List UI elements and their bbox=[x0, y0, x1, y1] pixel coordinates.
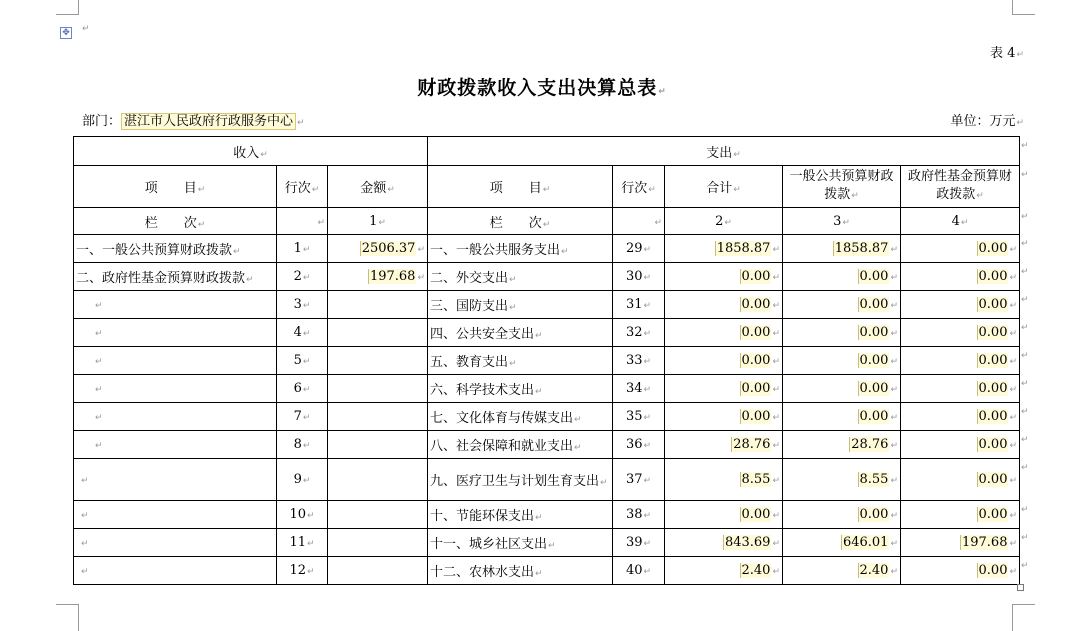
income-item-cell-text: 二、政府性基金预算财政拨款 bbox=[76, 271, 246, 286]
gov-fund-cell-text: 0.00 bbox=[978, 297, 1008, 312]
gov-fund-cell-text: 0.00 bbox=[978, 437, 1008, 452]
expense-item-cell-text: 三、国防支出 bbox=[430, 299, 509, 314]
income-line-cell-text: 7 bbox=[293, 409, 302, 424]
expense-line-cell[interactable]: 31↵ bbox=[613, 291, 665, 319]
expense-line-cell-text: 29 bbox=[625, 241, 643, 256]
income-item-cell[interactable]: ↵ bbox=[74, 529, 277, 557]
income-amount-cell[interactable] bbox=[328, 459, 428, 501]
income-line-cell-text: 2 bbox=[293, 269, 302, 284]
income-item-header: 项 目↵ bbox=[74, 166, 277, 208]
income-line-cell[interactable]: 3↵ bbox=[277, 291, 328, 319]
income-amount-cell[interactable] bbox=[328, 291, 428, 319]
gov-fund-cell[interactable]: 0.00 ↵ bbox=[901, 291, 1020, 319]
expense-item-cell[interactable]: 十、节能环保支出↵ bbox=[428, 501, 613, 529]
gov-fund-cell-text: 0.00 bbox=[978, 409, 1008, 424]
expense-item-cell[interactable]: 十二、农林水支出↵ bbox=[428, 557, 613, 585]
expense-line-cell-text: 35 bbox=[625, 409, 643, 424]
income-amount-cell[interactable] bbox=[328, 501, 428, 529]
income-line-cell[interactable]: 12↵ bbox=[277, 557, 328, 585]
total-cell-text: 0.00 bbox=[741, 381, 771, 396]
income-line-cell[interactable]: 9↵ bbox=[277, 459, 328, 501]
gov-fund-cell[interactable]: 0.00 ↵ bbox=[901, 431, 1020, 459]
gov-fund-cell[interactable]: 0.00 ↵ bbox=[901, 263, 1020, 291]
expense-line-cell-text: 30 bbox=[625, 269, 643, 284]
expense-line-cell[interactable]: 33↵ bbox=[613, 347, 665, 375]
expense-line-index: ↵ bbox=[613, 208, 665, 235]
page-corner-top-left bbox=[56, 0, 79, 15]
gov-fund-cell-text: 0.00 bbox=[978, 241, 1008, 256]
income-line-cell[interactable]: 8↵ bbox=[277, 431, 328, 459]
row-end-mark-icon: ↵ bbox=[1021, 462, 1029, 473]
income-amount-header: 金额↵ bbox=[328, 166, 428, 208]
expense-item-cell-text: 六、科学技术支出 bbox=[430, 383, 535, 398]
income-line-cell-text: 3 bbox=[293, 297, 302, 312]
total-cell-text: 0.00 bbox=[741, 325, 771, 340]
row-end-mark-icon: ↵ bbox=[1021, 294, 1029, 305]
expense-line-cell[interactable]: 37↵ bbox=[613, 459, 665, 501]
row-end-mark-icon: ↵ bbox=[1021, 211, 1029, 222]
general-budget-cell-text: 28.76 bbox=[851, 437, 889, 452]
col-index-2: 2↵ bbox=[665, 208, 783, 235]
expense-item-cell-text: 十二、农林水支出 bbox=[430, 565, 535, 580]
income-amount-cell[interactable] bbox=[328, 347, 428, 375]
total-cell[interactable]: 28.76 ↵ bbox=[665, 431, 783, 459]
income-line-cell-text: 12 bbox=[289, 563, 306, 578]
general-budget-cell[interactable]: 0.00 ↵ bbox=[783, 347, 901, 375]
income-item-cell[interactable]: ↵ bbox=[74, 459, 277, 501]
gov-fund-cell-text: 0.00 bbox=[978, 507, 1008, 522]
expense-item-cell-text: 二、外交支出 bbox=[430, 271, 509, 286]
expense-line-cell-text: 32 bbox=[625, 325, 643, 340]
general-budget-cell[interactable]: 0.00 ↵ bbox=[783, 291, 901, 319]
total-cell[interactable]: 0.00 ↵ bbox=[665, 501, 783, 529]
expense-line-cell[interactable]: 40↵ bbox=[613, 557, 665, 585]
income-amount-cell[interactable] bbox=[328, 557, 428, 585]
general-budget-cell-text: 0.00 bbox=[859, 325, 889, 340]
gov-fund-cell-text: 0.00 bbox=[978, 563, 1008, 578]
expense-line-cell-text: 34 bbox=[625, 381, 643, 396]
general-budget-cell-text: 0.00 bbox=[859, 507, 889, 522]
header-row-2 bbox=[74, 166, 1020, 208]
expense-line-cell[interactable]: 36↵ bbox=[613, 431, 665, 459]
income-line-cell-text: 6 bbox=[293, 381, 302, 396]
income-line-cell[interactable]: 10↵ bbox=[277, 501, 328, 529]
expense-line-cell[interactable]: 35↵ bbox=[613, 403, 665, 431]
table-move-handle-icon[interactable]: ✥ bbox=[60, 27, 72, 39]
expense-item-cell[interactable]: 三、国防支出↵ bbox=[428, 291, 613, 319]
general-budget-cell-text: 0.00 bbox=[859, 353, 889, 368]
income-amount-cell[interactable]: 2506.37 ↵ bbox=[328, 235, 428, 263]
gov-fund-cell-text: 0.00 bbox=[978, 381, 1008, 396]
gov-fund-cell[interactable]: 0.00 ↵ bbox=[901, 557, 1020, 585]
expense-item-cell-text: 八、社会保障和就业支出 bbox=[430, 439, 574, 454]
expense-item-cell-text: 九、医疗卫生与计划生育支出 bbox=[430, 474, 600, 489]
table-row bbox=[74, 263, 1020, 291]
income-line-cell[interactable]: 5↵ bbox=[277, 347, 328, 375]
total-cell[interactable]: 0.00 ↵ bbox=[665, 291, 783, 319]
row-end-mark-icon: ↵ bbox=[1021, 169, 1029, 180]
income-amount-cell[interactable]: 197.68 ↵ bbox=[328, 263, 428, 291]
general-budget-cell-text: 0.00 bbox=[859, 269, 889, 284]
income-item-cell[interactable]: ↵ bbox=[74, 291, 277, 319]
general-budget-cell[interactable]: 0.00 ↵ bbox=[783, 501, 901, 529]
gov-fund-cell[interactable]: 0.00 ↵ bbox=[901, 403, 1020, 431]
gov-fund-cell-text: 197.68 bbox=[961, 535, 1008, 550]
general-budget-cell-text: 0.00 bbox=[859, 297, 889, 312]
general-budget-cell-text: 0.00 bbox=[859, 381, 889, 396]
gov-fund-cell[interactable]: 0.00 ↵ bbox=[901, 459, 1020, 501]
general-budget-cell-text: 646.01 bbox=[842, 535, 889, 550]
income-item-cell[interactable]: 一、一般公共预算财政拨款↵ bbox=[74, 235, 277, 263]
income-amount-cell[interactable] bbox=[328, 403, 428, 431]
income-item-cell[interactable]: ↵ bbox=[74, 403, 277, 431]
total-cell-text: 8.55 bbox=[741, 472, 771, 487]
table-row bbox=[74, 347, 1020, 375]
row-end-mark-icon: ↵ bbox=[1021, 560, 1029, 571]
expense-line-cell-text: 31 bbox=[625, 297, 643, 312]
table-number: 表 4↵ bbox=[990, 46, 1024, 61]
income-line-cell[interactable]: 2↵ bbox=[277, 263, 328, 291]
income-column-label: 栏 次↵ bbox=[74, 208, 277, 235]
income-amount-cell-text: 197.68 bbox=[369, 269, 416, 284]
gov-fund-cell[interactable]: 0.00 ↵ bbox=[901, 235, 1020, 263]
expense-item-cell[interactable]: 四、公共安全支出↵ bbox=[428, 319, 613, 347]
income-line-cell-text: 4 bbox=[293, 325, 302, 340]
department-label: 部门： bbox=[82, 114, 122, 129]
department-line: 部门： 湛江市人民政府行政服务中心 ↵ bbox=[82, 114, 305, 129]
table-row bbox=[74, 291, 1020, 319]
page-title: 财政拨款收入支出决算总表↵ bbox=[417, 77, 667, 99]
income-line-cell-text: 10 bbox=[289, 507, 306, 522]
income-line-header: 行次↵ bbox=[277, 166, 328, 208]
income-item-cell[interactable]: ↵ bbox=[74, 347, 277, 375]
department-field[interactable]: 湛江市人民政府行政服务中心 bbox=[121, 113, 296, 130]
total-cell[interactable]: 843.69 ↵ bbox=[665, 529, 783, 557]
row-end-mark-icon: ↵ bbox=[1021, 434, 1029, 445]
expense-item-cell-text: 一、一般公共服务支出 bbox=[430, 243, 561, 258]
row-end-mark-icon: ↵ bbox=[1021, 140, 1029, 151]
row-end-mark-icon: ↵ bbox=[1021, 406, 1029, 417]
expense-line-cell-text: 39 bbox=[625, 535, 643, 550]
income-header: 收入↵ bbox=[74, 137, 428, 166]
total-header: 合计↵ bbox=[665, 166, 783, 208]
general-budget-cell-text: 1858.87 bbox=[834, 241, 889, 256]
general-budget-header: 一般公共预算财政拨款↵ bbox=[783, 166, 901, 208]
expense-line-cell[interactable]: 34↵ bbox=[613, 375, 665, 403]
income-item-cell[interactable]: ↵ bbox=[74, 319, 277, 347]
expense-item-cell-text: 十、节能环保支出 bbox=[430, 509, 535, 524]
gov-fund-cell-text: 0.00 bbox=[978, 353, 1008, 368]
table-row bbox=[74, 501, 1020, 529]
col-index-3: 3↵ bbox=[783, 208, 901, 235]
expense-line-cell-text: 33 bbox=[625, 353, 643, 368]
income-line-cell-text: 5 bbox=[293, 353, 302, 368]
expense-item-cell[interactable]: 二、外交支出↵ bbox=[428, 263, 613, 291]
income-amount-cell[interactable] bbox=[328, 375, 428, 403]
general-budget-cell-text: 8.55 bbox=[859, 472, 889, 487]
unit-label: 单位：万元↵ bbox=[950, 114, 1024, 129]
total-cell-text: 0.00 bbox=[741, 269, 771, 284]
table-row bbox=[74, 459, 1020, 501]
column-index-row bbox=[74, 208, 1020, 235]
income-item-cell[interactable]: ↵ bbox=[74, 501, 277, 529]
table-resize-handle-icon[interactable] bbox=[1017, 584, 1024, 591]
general-budget-cell[interactable]: 0.00 ↵ bbox=[783, 375, 901, 403]
expense-item-cell[interactable]: 九、医疗卫生与计划生育支出↵ bbox=[428, 459, 613, 501]
expense-item-cell-text: 十一、城乡社区支出 bbox=[430, 537, 548, 552]
income-amount-cell[interactable] bbox=[328, 529, 428, 557]
gov-fund-cell-text: 0.00 bbox=[978, 325, 1008, 340]
col-index-1: 1↵ bbox=[328, 208, 428, 235]
general-budget-cell[interactable]: 2.40 ↵ bbox=[783, 557, 901, 585]
income-line-cell[interactable]: 11↵ bbox=[277, 529, 328, 557]
income-line-cell[interactable]: 7↵ bbox=[277, 403, 328, 431]
page-corner-bottom-right bbox=[1012, 604, 1035, 631]
row-end-mark-icon: ↵ bbox=[1021, 266, 1029, 277]
expense-item-cell[interactable]: 六、科学技术支出↵ bbox=[428, 375, 613, 403]
table-row bbox=[74, 403, 1020, 431]
total-cell-text: 1858.87 bbox=[716, 241, 771, 256]
expense-item-cell[interactable]: 十一、城乡社区支出↵ bbox=[428, 529, 613, 557]
gov-fund-cell-text: 0.00 bbox=[978, 269, 1008, 284]
total-cell-text: 0.00 bbox=[741, 353, 771, 368]
general-budget-cell[interactable]: 1858.87 ↵ bbox=[783, 235, 901, 263]
expense-line-cell[interactable]: 38↵ bbox=[613, 501, 665, 529]
total-cell[interactable]: 0.00 ↵ bbox=[665, 263, 783, 291]
table-row bbox=[74, 375, 1020, 403]
general-budget-cell-text: 2.40 bbox=[859, 563, 889, 578]
general-budget-cell[interactable]: 646.01 ↵ bbox=[783, 529, 901, 557]
total-cell[interactable]: 2.40 ↵ bbox=[665, 557, 783, 585]
row-end-mark-icon: ↵ bbox=[1021, 532, 1029, 543]
gov-fund-cell[interactable]: 0.00 ↵ bbox=[901, 501, 1020, 529]
income-item-cell[interactable]: ↵ bbox=[74, 375, 277, 403]
expense-line-cell[interactable]: 30↵ bbox=[613, 263, 665, 291]
income-line-cell[interactable]: 4↵ bbox=[277, 319, 328, 347]
total-cell-text: 2.40 bbox=[741, 563, 771, 578]
income-line-cell-text: 8 bbox=[293, 437, 302, 452]
income-line-cell-text: 11 bbox=[289, 535, 306, 550]
total-cell[interactable]: 0.00 ↵ bbox=[665, 347, 783, 375]
row-end-mark-icon: ↵ bbox=[1021, 504, 1029, 515]
income-item-cell[interactable]: ↵ bbox=[74, 431, 277, 459]
income-item-cell-text: 一、一般公共预算财政拨款 bbox=[76, 243, 233, 258]
expense-item-cell[interactable]: 八、社会保障和就业支出↵ bbox=[428, 431, 613, 459]
header-row-1 bbox=[74, 137, 1020, 166]
expense-line-cell-text: 38 bbox=[625, 507, 643, 522]
row-end-mark-icon: ↵ bbox=[1021, 350, 1029, 361]
income-item-cell[interactable]: ↵ bbox=[74, 557, 277, 585]
page-corner-bottom-left bbox=[56, 604, 79, 631]
income-line-cell[interactable]: 1↵ bbox=[277, 235, 328, 263]
gov-fund-cell[interactable]: 197.68 ↵ bbox=[901, 529, 1020, 557]
table-row bbox=[74, 431, 1020, 459]
expense-line-header: 行次↵ bbox=[613, 166, 665, 208]
gov-fund-cell[interactable]: 0.00 ↵ bbox=[901, 319, 1020, 347]
expense-line-cell[interactable]: 39↵ bbox=[613, 529, 665, 557]
page-corner-top-right bbox=[1012, 0, 1035, 15]
budget-table bbox=[73, 136, 1020, 585]
total-cell-text: 0.00 bbox=[741, 297, 771, 312]
general-budget-cell[interactable]: 0.00 ↵ bbox=[783, 263, 901, 291]
expense-item-cell-text: 四、公共安全支出 bbox=[430, 327, 535, 342]
total-cell[interactable]: 8.55 ↵ bbox=[665, 459, 783, 501]
expense-line-cell[interactable]: 32↵ bbox=[613, 319, 665, 347]
table-row bbox=[74, 529, 1020, 557]
total-cell-text: 0.00 bbox=[741, 507, 771, 522]
table-row bbox=[74, 319, 1020, 347]
income-item-cell[interactable]: 二、政府性基金预算财政拨款↵ bbox=[74, 263, 277, 291]
total-cell-text: 0.00 bbox=[741, 409, 771, 424]
table-row bbox=[74, 557, 1020, 585]
expense-item-header: 项 目↵ bbox=[428, 166, 613, 208]
income-line-index: ↵ bbox=[277, 208, 328, 235]
total-cell[interactable]: 0.00 ↵ bbox=[665, 319, 783, 347]
expense-line-cell-text: 36 bbox=[625, 437, 643, 452]
expense-item-cell-text: 五、教育支出 bbox=[430, 355, 509, 370]
expense-item-cell[interactable]: 七、文化体育与传媒支出↵ bbox=[428, 403, 613, 431]
total-cell-text: 843.69 bbox=[724, 535, 771, 550]
row-end-mark-icon: ↵ bbox=[1021, 238, 1029, 249]
total-cell[interactable]: 0.00 ↵ bbox=[665, 375, 783, 403]
table-row bbox=[74, 235, 1020, 263]
expense-item-cell[interactable]: 一、一般公共服务支出↵ bbox=[428, 235, 613, 263]
col-index-4: 4↵ bbox=[901, 208, 1020, 235]
row-end-mark-icon: ↵ bbox=[1021, 378, 1029, 389]
gov-fund-cell-text: 0.00 bbox=[978, 472, 1008, 487]
row-end-mark-icon: ↵ bbox=[1021, 322, 1029, 333]
total-cell[interactable]: 0.00 ↵ bbox=[665, 403, 783, 431]
expense-line-cell-text: 37 bbox=[625, 472, 643, 487]
gov-fund-cell[interactable]: 0.00 ↵ bbox=[901, 347, 1020, 375]
general-budget-cell[interactable]: 28.76 ↵ bbox=[783, 431, 901, 459]
total-cell-text: 28.76 bbox=[733, 437, 771, 452]
expense-item-cell[interactable]: 五、教育支出↵ bbox=[428, 347, 613, 375]
income-amount-cell[interactable] bbox=[328, 319, 428, 347]
general-budget-cell[interactable]: 8.55 ↵ bbox=[783, 459, 901, 501]
expense-line-cell-text: 40 bbox=[625, 563, 643, 578]
expense-column-label: 栏 次↵ bbox=[428, 208, 613, 235]
paragraph-mark-icon: ↵ bbox=[82, 24, 90, 34]
general-budget-cell[interactable]: 0.00 ↵ bbox=[783, 403, 901, 431]
expense-item-cell-text: 七、文化体育与传媒支出 bbox=[430, 411, 574, 426]
gov-fund-cell[interactable]: 0.00 ↵ bbox=[901, 375, 1020, 403]
general-budget-cell-text: 0.00 bbox=[859, 409, 889, 424]
income-line-cell[interactable]: 6↵ bbox=[277, 375, 328, 403]
income-line-cell-text: 9 bbox=[293, 472, 302, 487]
income-amount-cell[interactable] bbox=[328, 431, 428, 459]
general-budget-cell[interactable]: 0.00 ↵ bbox=[783, 319, 901, 347]
gov-fund-header: 政府性基金预算财政拨款↵ bbox=[901, 166, 1020, 208]
expense-line-cell[interactable]: 29↵ bbox=[613, 235, 665, 263]
expense-header: 支出↵ bbox=[428, 137, 1020, 166]
income-line-cell-text: 1 bbox=[293, 241, 302, 256]
income-amount-cell-text: 2506.37 bbox=[361, 241, 416, 256]
total-cell[interactable]: 1858.87 ↵ bbox=[665, 235, 783, 263]
